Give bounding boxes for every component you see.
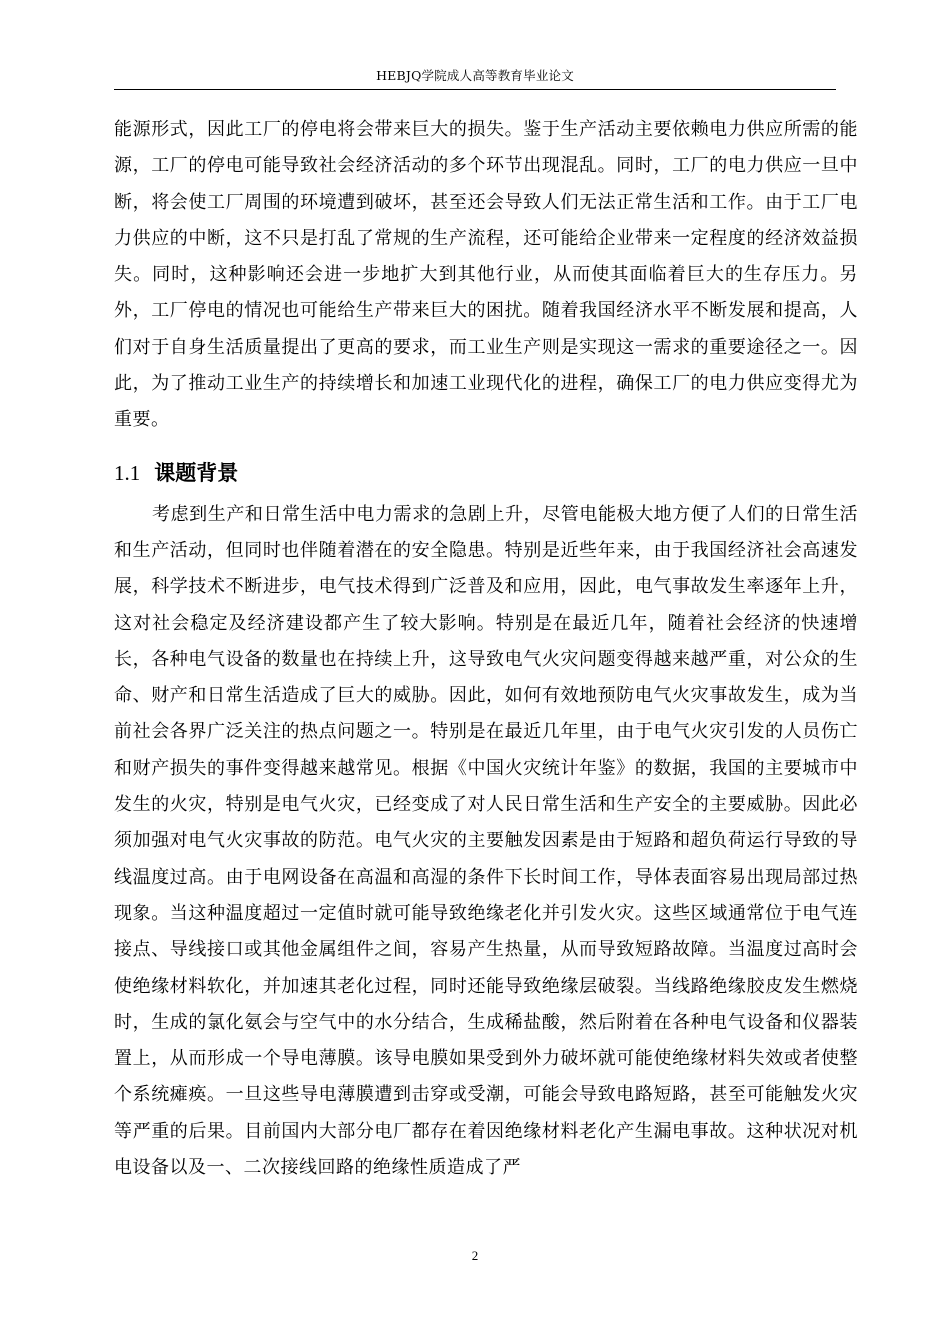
page-number: 2	[471, 1248, 479, 1263]
section-title: 课题背景	[154, 460, 239, 485]
section-number: 1.1	[114, 460, 141, 485]
paragraph-background: 考虑到生产和日常生活中电力需求的急剧上升，尽管电能极大地方便了人们的日常生活和生产活动，但同时也伴随着潜在的安全隐患。特别是近些年来，由于我国经济社会高速发展，科学技术不断进步，电气技术得到广泛普及和应用，因此，电气事故发生率逐年上升，这对社会稳定及经济建设都产生了较大影响。特别是在最近几年，随着社会经济的快速增长，各种电气设备的数量也在持续上升，这导致电气火灾问题变得越来越严重，对公众的生命、财产和日常生活造成了巨大的威胁。因此，如何有效地预防电气火灾事故发生，成为当前社会各界广泛关注的热点问题之一。特别是在最近几年里，由于电气火灾引发的人员伤亡和财产损失的事件变得越来越常见。根据《中国火灾统计年鉴》的数据，我国的主要城市中发生的火灾，特别是电气火灾，已经变成了对人民日常生活和生产安全的主要威胁。因此必须加强对电气火灾事故的防范。电气火灾的主要触发因素是由于短路和超负荷运行导致的导线温度过高。由于电网设备在高温和高湿的条件下长时间工作，导体表面容易出现局部过热现象。当这种温度超过一定值时就可能导致绝缘老化并引发火灾。这些区域通常位于电气连接点、导线接口或其他金属组件之间，容易产生热量，从而导致短路故障。当温度过高时会使绝缘材料软化，并加速其老化过程，同时还能导致绝缘层破裂。当线路绝缘胶皮发生燃烧时，生成的氯化氨会与空气中的水分结合，生成稀盐酸，然后附着在各种电气设备和仪器装置上，从而形成一个导电薄膜。该导电膜如果受到外力破坏就可能使绝缘材料失效或者使整个系统瘫痪。一旦这些导电薄膜遭到击穿或受潮，可能会导致电路短路，甚至可能触发火灾等严重的后果。目前国内大部分电厂都存在着因绝缘材料老化产生漏电事故。这种状况对机电设备以及一、二次接线回路的绝缘性质造成了严	[114, 503, 858, 1179]
header-divider	[114, 89, 836, 90]
page-header: HEBJQ学院成人高等教育毕业论文	[376, 68, 574, 83]
paragraph-intro: 能源形式，因此工厂的停电将会带来巨大的损失。鉴于生产活动主要依赖电力供应所需的能源，工厂的停电可能导致社会经济活动的多个环节出现混乱。同时，工厂的电力供应一旦中断，将会使工厂周围的环境遭到破坏，甚至还会导致人们无法正常生活和工作。由于工厂电力供应的中断，这不只是打乱了常规的生产流程，还可能给企业带来一定程度的经济效益损失。同时，这种影响还会进一步地扩大到其他行业，从而使其面临着巨大的生存压力。另外，工厂停电的情况也可能给生产带来巨大的困扰。随着我国经济水平不断发展和提高，人们对于自身生活质量提出了更高的要求，而工业生产则是实现这一需求的重要途径之一。因此，为了推动工业生产的持续增长和加速工业现代化的进程，确保工厂的电力供应变得尤为重要。	[114, 119, 858, 431]
section-heading	[114, 455, 858, 491]
document-body	[114, 112, 858, 1186]
